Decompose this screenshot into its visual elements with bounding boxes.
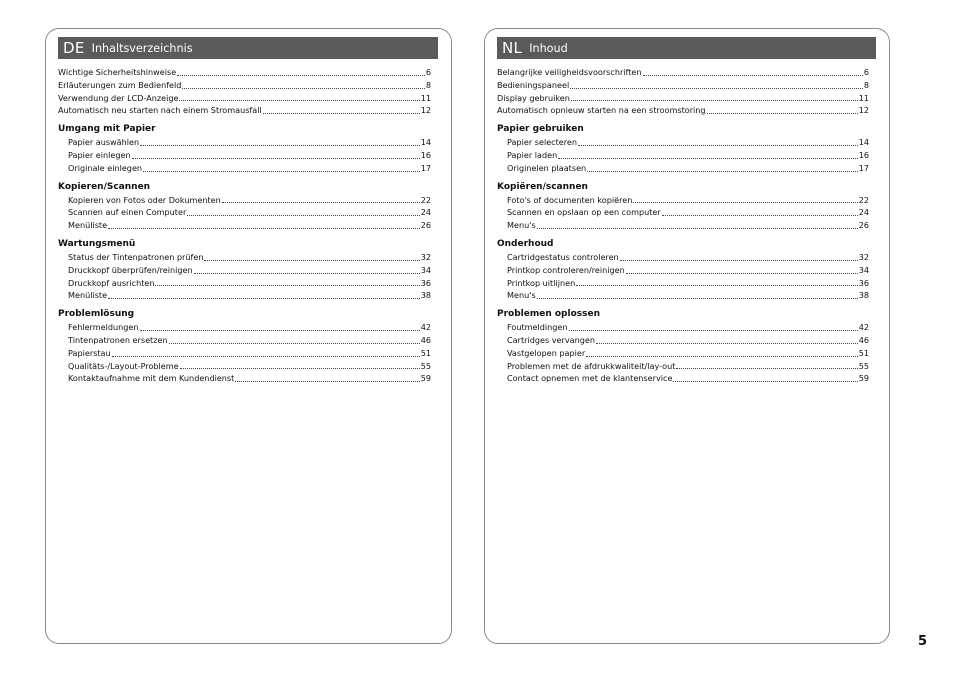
toc-entry[interactable] bbox=[497, 219, 869, 232]
toc-entry-label: Bedieningspaneel bbox=[497, 79, 570, 90]
toc-entry-page: 12 bbox=[420, 105, 431, 116]
dot-leader bbox=[108, 227, 420, 229]
dot-leader bbox=[263, 112, 420, 114]
toc-panel-nl bbox=[484, 28, 890, 644]
toc-entry-label: Verwendung der LCD-Anzeige bbox=[58, 92, 179, 103]
dot-leader bbox=[143, 170, 420, 172]
toc-entry-label: Qualitäts-/Layout-Probleme bbox=[68, 360, 179, 371]
dot-leader bbox=[662, 214, 858, 216]
dot-leader bbox=[180, 367, 420, 369]
toc-entry-page: 32 bbox=[420, 251, 431, 262]
toc-entry[interactable] bbox=[58, 372, 431, 385]
dot-leader bbox=[586, 355, 858, 357]
toc-entry[interactable] bbox=[497, 334, 869, 347]
toc-entry-page: 24 bbox=[420, 207, 431, 218]
toc-entry-page: 42 bbox=[420, 322, 431, 333]
toc-entry[interactable] bbox=[497, 79, 869, 92]
toc-entry-label: Display gebruiken bbox=[497, 92, 570, 103]
section-heading: Wartungsmenü bbox=[58, 238, 136, 249]
dot-leader bbox=[587, 170, 858, 172]
toc-entry[interactable] bbox=[58, 277, 431, 290]
toc-entry[interactable] bbox=[58, 321, 431, 334]
toc-entry[interactable] bbox=[497, 206, 869, 219]
toc-entry-page: 38 bbox=[858, 290, 869, 301]
section-heading: Kopieren/Scannen bbox=[58, 181, 151, 192]
dot-leader bbox=[537, 227, 858, 229]
section-heading: Umgang mit Papier bbox=[58, 124, 156, 135]
toc-entry-label: Foutmeldingen bbox=[507, 322, 568, 333]
dot-leader bbox=[235, 380, 419, 382]
toc-entry[interactable] bbox=[497, 104, 869, 117]
toc-entry[interactable] bbox=[58, 162, 431, 175]
toc-entry-label: Status der Tintenpatronen prüfen bbox=[68, 251, 204, 262]
toc-entry[interactable] bbox=[58, 79, 431, 92]
dot-leader bbox=[187, 214, 419, 216]
toc-entry-label: Contact opnemen met de klantenservice bbox=[507, 373, 673, 384]
toc-entry-label: Papier selecteren bbox=[507, 137, 578, 148]
section-heading: Problemen oplossen bbox=[497, 309, 600, 320]
dot-leader bbox=[570, 87, 863, 89]
toc-entry-label: Papier laden bbox=[507, 149, 558, 160]
toc-entry-page: 34 bbox=[858, 264, 869, 275]
dot-leader bbox=[620, 259, 858, 261]
dot-leader bbox=[633, 201, 857, 203]
toc-entry[interactable] bbox=[58, 219, 431, 232]
dot-leader bbox=[132, 157, 420, 159]
section-heading: Problemlösung bbox=[58, 309, 135, 320]
toc-entry-page: 51 bbox=[858, 347, 869, 358]
toc-entry-label: Scannen auf einen Computer bbox=[68, 207, 187, 218]
toc-entry-page: 17 bbox=[420, 162, 431, 173]
toc-entry-label: Kontaktaufnahme mit dem Kundendienst bbox=[68, 373, 235, 384]
section-heading: Kopiëren/scannen bbox=[497, 181, 588, 192]
dot-leader bbox=[108, 297, 420, 299]
toc-entry-page: 55 bbox=[858, 360, 869, 371]
toc-entry[interactable] bbox=[497, 289, 869, 302]
toc-entry-page: 36 bbox=[420, 277, 431, 288]
toc-entry-page: 11 bbox=[420, 92, 431, 103]
toc-entry-label: Printkop uitlijnen bbox=[507, 277, 576, 288]
toc-entry-label: Papier einlegen bbox=[68, 149, 131, 160]
toc-header-nl bbox=[497, 37, 876, 59]
toc-entry[interactable] bbox=[58, 206, 431, 219]
dot-leader bbox=[222, 201, 420, 203]
toc-entry-page: 14 bbox=[858, 137, 869, 148]
toc-title: Inhaltsverzeichnis bbox=[91, 42, 193, 55]
toc-entry-page: 6 bbox=[863, 67, 869, 77]
toc-entry[interactable] bbox=[58, 66, 431, 79]
toc-entry-page: 59 bbox=[858, 373, 869, 384]
toc-entry-page: 38 bbox=[420, 290, 431, 301]
toc-entry-label: Foto's of documenten kopiëren bbox=[507, 194, 633, 205]
dot-leader bbox=[707, 112, 858, 114]
toc-entry-page: 11 bbox=[858, 92, 869, 103]
toc-entry[interactable] bbox=[497, 162, 869, 175]
toc-entry-page: 32 bbox=[858, 251, 869, 262]
toc-entry-page: 55 bbox=[420, 360, 431, 371]
toc-entry-page: 42 bbox=[858, 322, 869, 333]
dot-leader bbox=[576, 284, 857, 286]
toc-entry-page: 36 bbox=[858, 277, 869, 288]
toc-entry-label: Wichtige Sicherheitshinweise bbox=[58, 67, 177, 77]
toc-entry-label: Automatisch neu starten nach einem Stromausfall bbox=[58, 105, 262, 116]
toc-entry[interactable] bbox=[58, 136, 431, 149]
dot-leader bbox=[571, 99, 858, 101]
toc-entry[interactable] bbox=[497, 149, 869, 162]
toc-list-de bbox=[58, 66, 431, 385]
dot-leader bbox=[140, 329, 420, 331]
toc-entry-label: Cartridges vervangen bbox=[507, 334, 595, 345]
toc-entry[interactable] bbox=[497, 264, 869, 277]
toc-entry[interactable] bbox=[497, 321, 869, 334]
toc-entry-page: 17 bbox=[858, 162, 869, 173]
dot-leader bbox=[112, 355, 420, 357]
dot-leader bbox=[169, 342, 420, 344]
dot-leader bbox=[676, 367, 857, 369]
toc-entry-label: Belangrijke veiligheidsvoorschriften bbox=[497, 67, 642, 77]
dot-leader bbox=[673, 380, 857, 382]
section-heading: Papier gebruiken bbox=[497, 124, 584, 135]
toc-entry[interactable] bbox=[58, 334, 431, 347]
toc-entry-page: 46 bbox=[858, 334, 869, 345]
toc-entry-page: 51 bbox=[420, 347, 431, 358]
toc-entry-label: Originale einlegen bbox=[68, 162, 143, 173]
dot-leader bbox=[204, 259, 419, 261]
toc-entry-page: 26 bbox=[420, 220, 431, 231]
toc-entry[interactable] bbox=[58, 104, 431, 117]
toc-entry[interactable] bbox=[497, 136, 869, 149]
toc-entry[interactable] bbox=[497, 251, 869, 264]
toc-entry[interactable] bbox=[497, 66, 869, 79]
toc-entry-label: Cartridgestatus controleren bbox=[507, 251, 619, 262]
toc-entry-page: 59 bbox=[420, 373, 431, 384]
dot-leader bbox=[643, 74, 863, 76]
toc-entry[interactable] bbox=[58, 360, 431, 373]
toc-list-nl bbox=[497, 66, 869, 385]
toc-entry[interactable] bbox=[58, 289, 431, 302]
language-code: DE bbox=[63, 39, 85, 57]
toc-entry-page: 34 bbox=[420, 264, 431, 275]
toc-entry[interactable] bbox=[58, 92, 431, 105]
toc-title: Inhoud bbox=[529, 42, 568, 55]
toc-entry-label: Printkop controleren/reinigen bbox=[507, 264, 625, 275]
dot-leader bbox=[155, 284, 419, 286]
dot-leader bbox=[626, 272, 858, 274]
toc-entry-page: 22 bbox=[858, 194, 869, 205]
toc-entry-page: 16 bbox=[420, 149, 431, 160]
toc-entry[interactable] bbox=[497, 194, 869, 207]
toc-entry[interactable] bbox=[58, 149, 431, 162]
toc-entry-label: Originelen plaatsen bbox=[507, 162, 587, 173]
toc-entry-label: Menu's bbox=[507, 290, 536, 301]
toc-entry[interactable] bbox=[58, 347, 431, 360]
toc-entry-label: Menu's bbox=[507, 220, 536, 231]
dot-leader bbox=[596, 342, 858, 344]
dot-leader bbox=[182, 87, 424, 89]
dot-leader bbox=[179, 99, 419, 101]
toc-entry-page: 6 bbox=[425, 67, 431, 77]
toc-entry-label: Scannen en opslaan op een computer bbox=[507, 207, 661, 218]
toc-entry-label: Problemen met de afdrukkwaliteit/lay-out bbox=[507, 360, 676, 371]
section-heading: Onderhoud bbox=[497, 238, 554, 249]
dot-leader bbox=[140, 144, 420, 146]
toc-entry-page: 14 bbox=[420, 137, 431, 148]
toc-entry-page: 8 bbox=[863, 79, 869, 90]
toc-entry-page: 22 bbox=[420, 194, 431, 205]
toc-entry-label: Menüliste bbox=[68, 290, 108, 301]
toc-entry-label: Automatisch opnieuw starten na een stroomstoring bbox=[497, 105, 706, 116]
dot-leader bbox=[194, 272, 420, 274]
toc-entry[interactable] bbox=[497, 347, 869, 360]
toc-entry[interactable] bbox=[58, 264, 431, 277]
toc-entry-page: 16 bbox=[858, 149, 869, 160]
toc-entry-page: 46 bbox=[420, 334, 431, 345]
toc-entry-label: Erläuterungen zum Bedienfeld bbox=[58, 79, 182, 90]
toc-entry[interactable] bbox=[58, 194, 431, 207]
toc-entry[interactable] bbox=[497, 372, 869, 385]
toc-header-de bbox=[58, 37, 438, 59]
toc-entry-label: Druckkopf überprüfen/reinigen bbox=[68, 264, 193, 275]
dot-leader bbox=[177, 74, 425, 76]
toc-entry-label: Kopieren von Fotos oder Dokumenten bbox=[68, 194, 221, 205]
toc-entry-label: Vastgelopen papier bbox=[507, 347, 586, 358]
toc-entry-label: Papier auswählen bbox=[68, 137, 140, 148]
toc-entry-page: 26 bbox=[858, 220, 869, 231]
dot-leader bbox=[537, 297, 858, 299]
toc-entry-label: Tintenpatronen ersetzen bbox=[68, 334, 168, 345]
toc-entry-label: Menüliste bbox=[68, 220, 108, 231]
toc-entry-label: Fehlermeldungen bbox=[68, 322, 139, 333]
toc-entry-page: 24 bbox=[858, 207, 869, 218]
language-code: NL bbox=[502, 39, 523, 57]
dot-leader bbox=[569, 329, 858, 331]
toc-entry-page: 8 bbox=[425, 79, 431, 90]
dot-leader bbox=[558, 157, 857, 159]
dot-leader bbox=[578, 144, 858, 146]
toc-entry-label: Papierstau bbox=[68, 347, 111, 358]
toc-entry-page: 12 bbox=[858, 105, 869, 116]
toc-entry[interactable] bbox=[497, 360, 869, 373]
page-number: 5 bbox=[917, 634, 927, 649]
toc-panel-de bbox=[45, 28, 452, 644]
toc-entry[interactable] bbox=[497, 277, 869, 290]
toc-entry-label: Druckkopf ausrichten bbox=[68, 277, 155, 288]
toc-entry[interactable] bbox=[497, 92, 869, 105]
toc-entry[interactable] bbox=[58, 251, 431, 264]
